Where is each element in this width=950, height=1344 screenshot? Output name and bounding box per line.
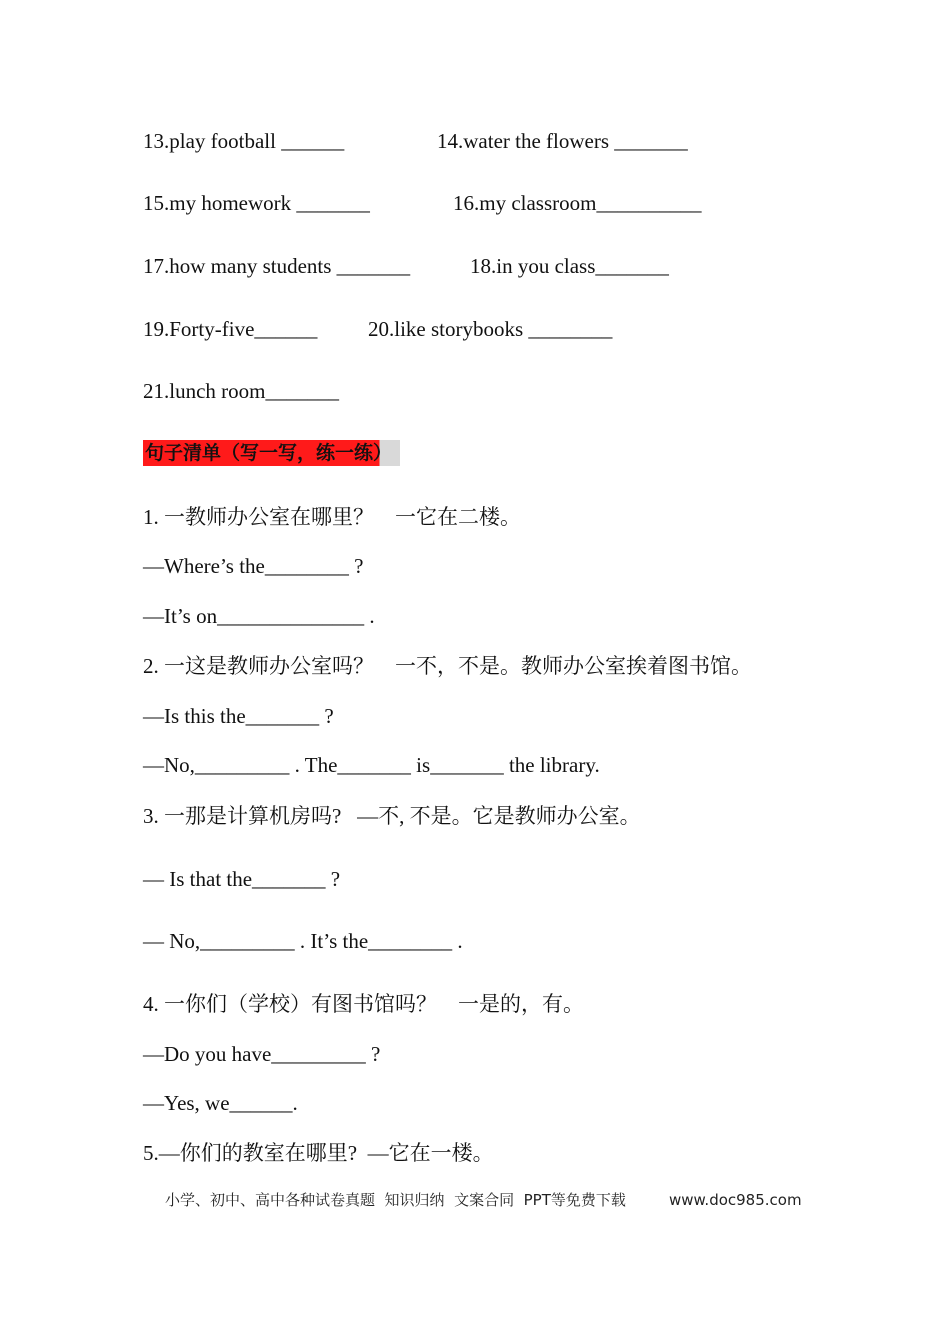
sentences-heading: 句子清单（写一写，练一练） (143, 440, 400, 466)
item-2-question: 2. 一这是教师办公室吗？ 一不，不是。教师办公室挨着图书馆。 (143, 654, 752, 678)
item-5-question: 5.—你们的教室在哪里? —它在一楼。 (143, 1141, 494, 1165)
item-1-line-1: —Where’s the________ ? (143, 554, 364, 578)
phrase-16: 16.my classroom__________ (453, 191, 702, 215)
item-3-line-2: — No,_________ . It’s the________ . (143, 929, 463, 953)
item-2-line-2: —No,_________ . The_______ is_______ the library. (143, 753, 600, 777)
item-4-question: 4. 一你们（学校）有图书馆吗？ 一是的，有。 (143, 992, 584, 1016)
item-4-line-1: —Do you have_________ ? (143, 1042, 381, 1066)
phrase-14: 14.water the flowers _______ (437, 129, 688, 153)
phrase-21: 21.lunch room_______ (143, 379, 339, 403)
phrase-13: 13.play football ______ (143, 129, 345, 153)
phrase-19: 19.Forty-five______ (143, 317, 318, 341)
item-2-line-1: —Is this the_______ ? (143, 704, 334, 728)
item-1-question: 1. 一教师办公室在哪里？ 一它在二楼。 (143, 505, 521, 529)
footer-url: www.doc985.com (669, 1191, 802, 1209)
item-3-line-1: — Is that the_______ ? (143, 867, 341, 891)
phrase-15: 15.my homework _______ (143, 191, 370, 215)
phrase-18: 18.in you class_______ (470, 254, 669, 278)
item-3-question: 3. 一那是计算机房吗? —不, 不是。它是教师办公室。 (143, 804, 641, 828)
item-1-line-2: —It’s on______________ . (143, 604, 375, 628)
footer-left: 小学、初中、高中各种试卷真题 知识归纳 文案合同 PPT等免费下载 (165, 1191, 626, 1209)
item-4-line-2: —Yes, we______. (143, 1091, 298, 1115)
phrase-17: 17.how many students _______ (143, 254, 411, 278)
phrase-20: 20.like storybooks ________ (368, 317, 613, 341)
